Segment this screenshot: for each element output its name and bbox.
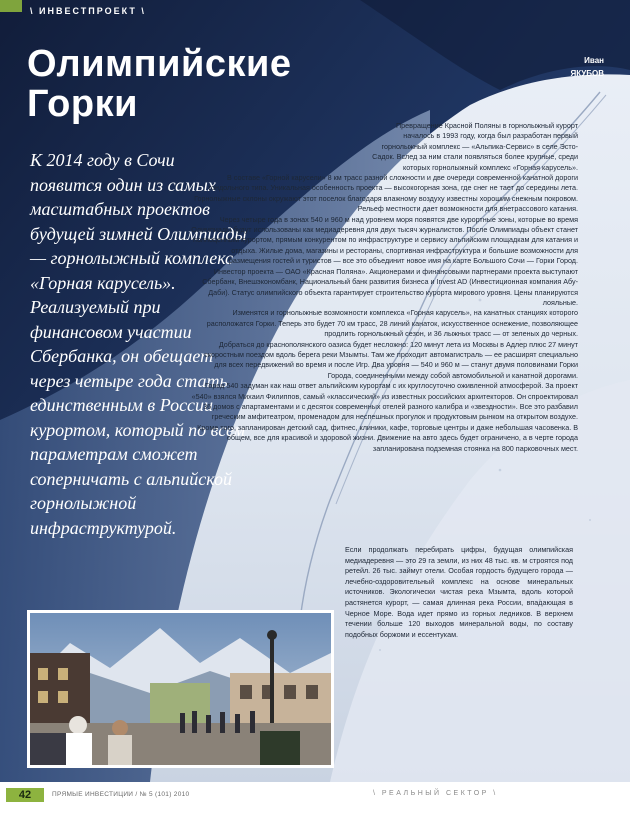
section-accent-bar bbox=[0, 0, 22, 12]
title-line-2: Горки bbox=[27, 83, 138, 125]
article-title bbox=[27, 44, 292, 124]
body-paragraph: Добраться до краснополянского оазиса будет несложно: 120 минут лета из Москвы в Адлер плюс 27 минут скоростным поездом вдоль берега реки Мзымты. Там же проходит автомагистраль — ее расширят специально для всех передвижений во время и после Игр. Два уровня — 540 и 960 м — станут двумя половинами Горки Города, соединенными между собой автомобильной и канатной дорогами. bbox=[204, 339, 578, 380]
article-body-bottom: Если продолжать перебирать цифры, будущая олимпийская медиадеревня — это 29 га земли, из них 48 тыс. кв. м строятся под ретейл. 26 тыс. займут отели. Особая гордость будущего города — лечебно-оздоровительный комплекс на основе минеральных источников. Экологически чистая река Мзымта, вдоль которой растянется курорт, — самая длинная река России, впадающая в Черное Море. Вода идет прямо из горных ледников. В верхнем течении больше 120 выходов минеральной воды, по составу подобных боржоми и ессентукам. bbox=[345, 545, 573, 639]
author-last-name: ЯКУБОВ bbox=[570, 69, 604, 78]
page-number: 42 bbox=[6, 788, 44, 802]
resort-town-photo bbox=[27, 610, 334, 768]
publication-info: ПРЯМЫЕ ИНВЕСТИЦИИ / № 5 (101) 2010 bbox=[52, 791, 190, 798]
body-paragraph: Изменятся и горнолыжные возможности комплекса «Горная карусель», на канатных станциях которого расположатся Горки. Теперь это будет 70 км трасс, 28 линий канаток, искусственное оснежение, позволяющее продлить горнолыжный сезон, и 36 лыжных трасс — от зеленых до черных. bbox=[206, 308, 578, 339]
author-first-name: Иван bbox=[584, 56, 604, 65]
body-paragraph: В составе «Горной карусели» 8 км трасс разной сложности и две очереди современной канатной дороги гондольного типа. Уникальная особенность проекта — высокогорная зона, где снег не тает до середины лета. Горнолыжные склоны окружают этот поселок благодаря влажному воздуху известны хорошим снежным покровом. Рельеф местности дает возможности для внетрассового катания. bbox=[194, 173, 578, 214]
section-tag: \ ИНВЕСТПРОЕКТ \ bbox=[30, 6, 146, 16]
body-paragraph: Превращение Красной Поляны в горнолыжный курорт началось в 1993 году, когда был разработан первый горнолыжный комплекс — «Альпика-Сервис» в селе Эсто-Садок. Вслед за ним стали появляться более крупные, среди которых горнолыжный комплекс «Горная карусель». bbox=[372, 121, 578, 172]
resort-photo-illustration bbox=[30, 613, 331, 765]
body-paragraph: Инвестор проекта — ОАО «Красная Поляна». Акционерами и финансовыми партнерами проекта выступают Сбербанк, Внешэкономбанк, Национальный банк развития бизнеса и Invest AD (Инвестиционная компания Абу-Даби). Статус олимпийского объекта гарантирует строительство курорта мирового уровня. Цены планируются лояльные. bbox=[202, 266, 578, 307]
lead-paragraph: К 2014 году в Сочи появится один из самых масштабных проектов будущей зимней Олимпиады — горнолыжный комплекс «Горная карусель». Реализуемый при финансовом участии Сбербанка, он обещает через четыре года стать единственным в России курортом, который по всем параметрам сможет соперничать с альпийской горнолыжной инфраструктурой. bbox=[30, 150, 247, 538]
body-paragraph: Через четыре года в зонах 540 и 960 м над уровнем моря появятся две курортные зоны, которые во время Олимпиады будут использованы как медиадеревня для двух тысяч журналистов. После Олимпиады объект станет полноценным курортом, прямым конкурентом по инфраструктуре и сервису альпийским площадкам для катания и отдыха. Жилые дома, магазины и рестораны, спортивная инфраструктура и большие возможности для размещения гостей и туристов — все это объединит новое имя на карте Большого Сочи — Горки Город. bbox=[191, 214, 578, 266]
title-line-1: Олимпийские bbox=[27, 43, 292, 85]
body-paragraph: Город 540 задуман как наш ответ альпийским курортам с их круглосуточно оживленной атмосферой. За проект «540» взялся Михаил Филиппов, самый «классический» из известных российских архитекторов. Он спроектировал 36 домов с апартаментами и с десяток современных отелей разного калибра и «звездности». Все это разбавил греческим амфитеатром, променадом для неспешных прогулок и продуктовым рынком на открытом воздухе. Кроме того, запланирован детский сад, фитнес, клиники, кафе, торговые центры и даже небольшая часовенка. В общем, все для красивой и здоровой жизни. Движение на авто здесь будет ограничено, а в черте города запланирована подземная стоянка на 800 парковочных мест. bbox=[191, 381, 578, 453]
footer-section-name: \ РЕАЛЬНЫЙ СЕКТОР \ bbox=[373, 790, 498, 797]
author-byline bbox=[570, 54, 604, 80]
article-body bbox=[190, 121, 578, 454]
page-footer bbox=[0, 782, 630, 820]
